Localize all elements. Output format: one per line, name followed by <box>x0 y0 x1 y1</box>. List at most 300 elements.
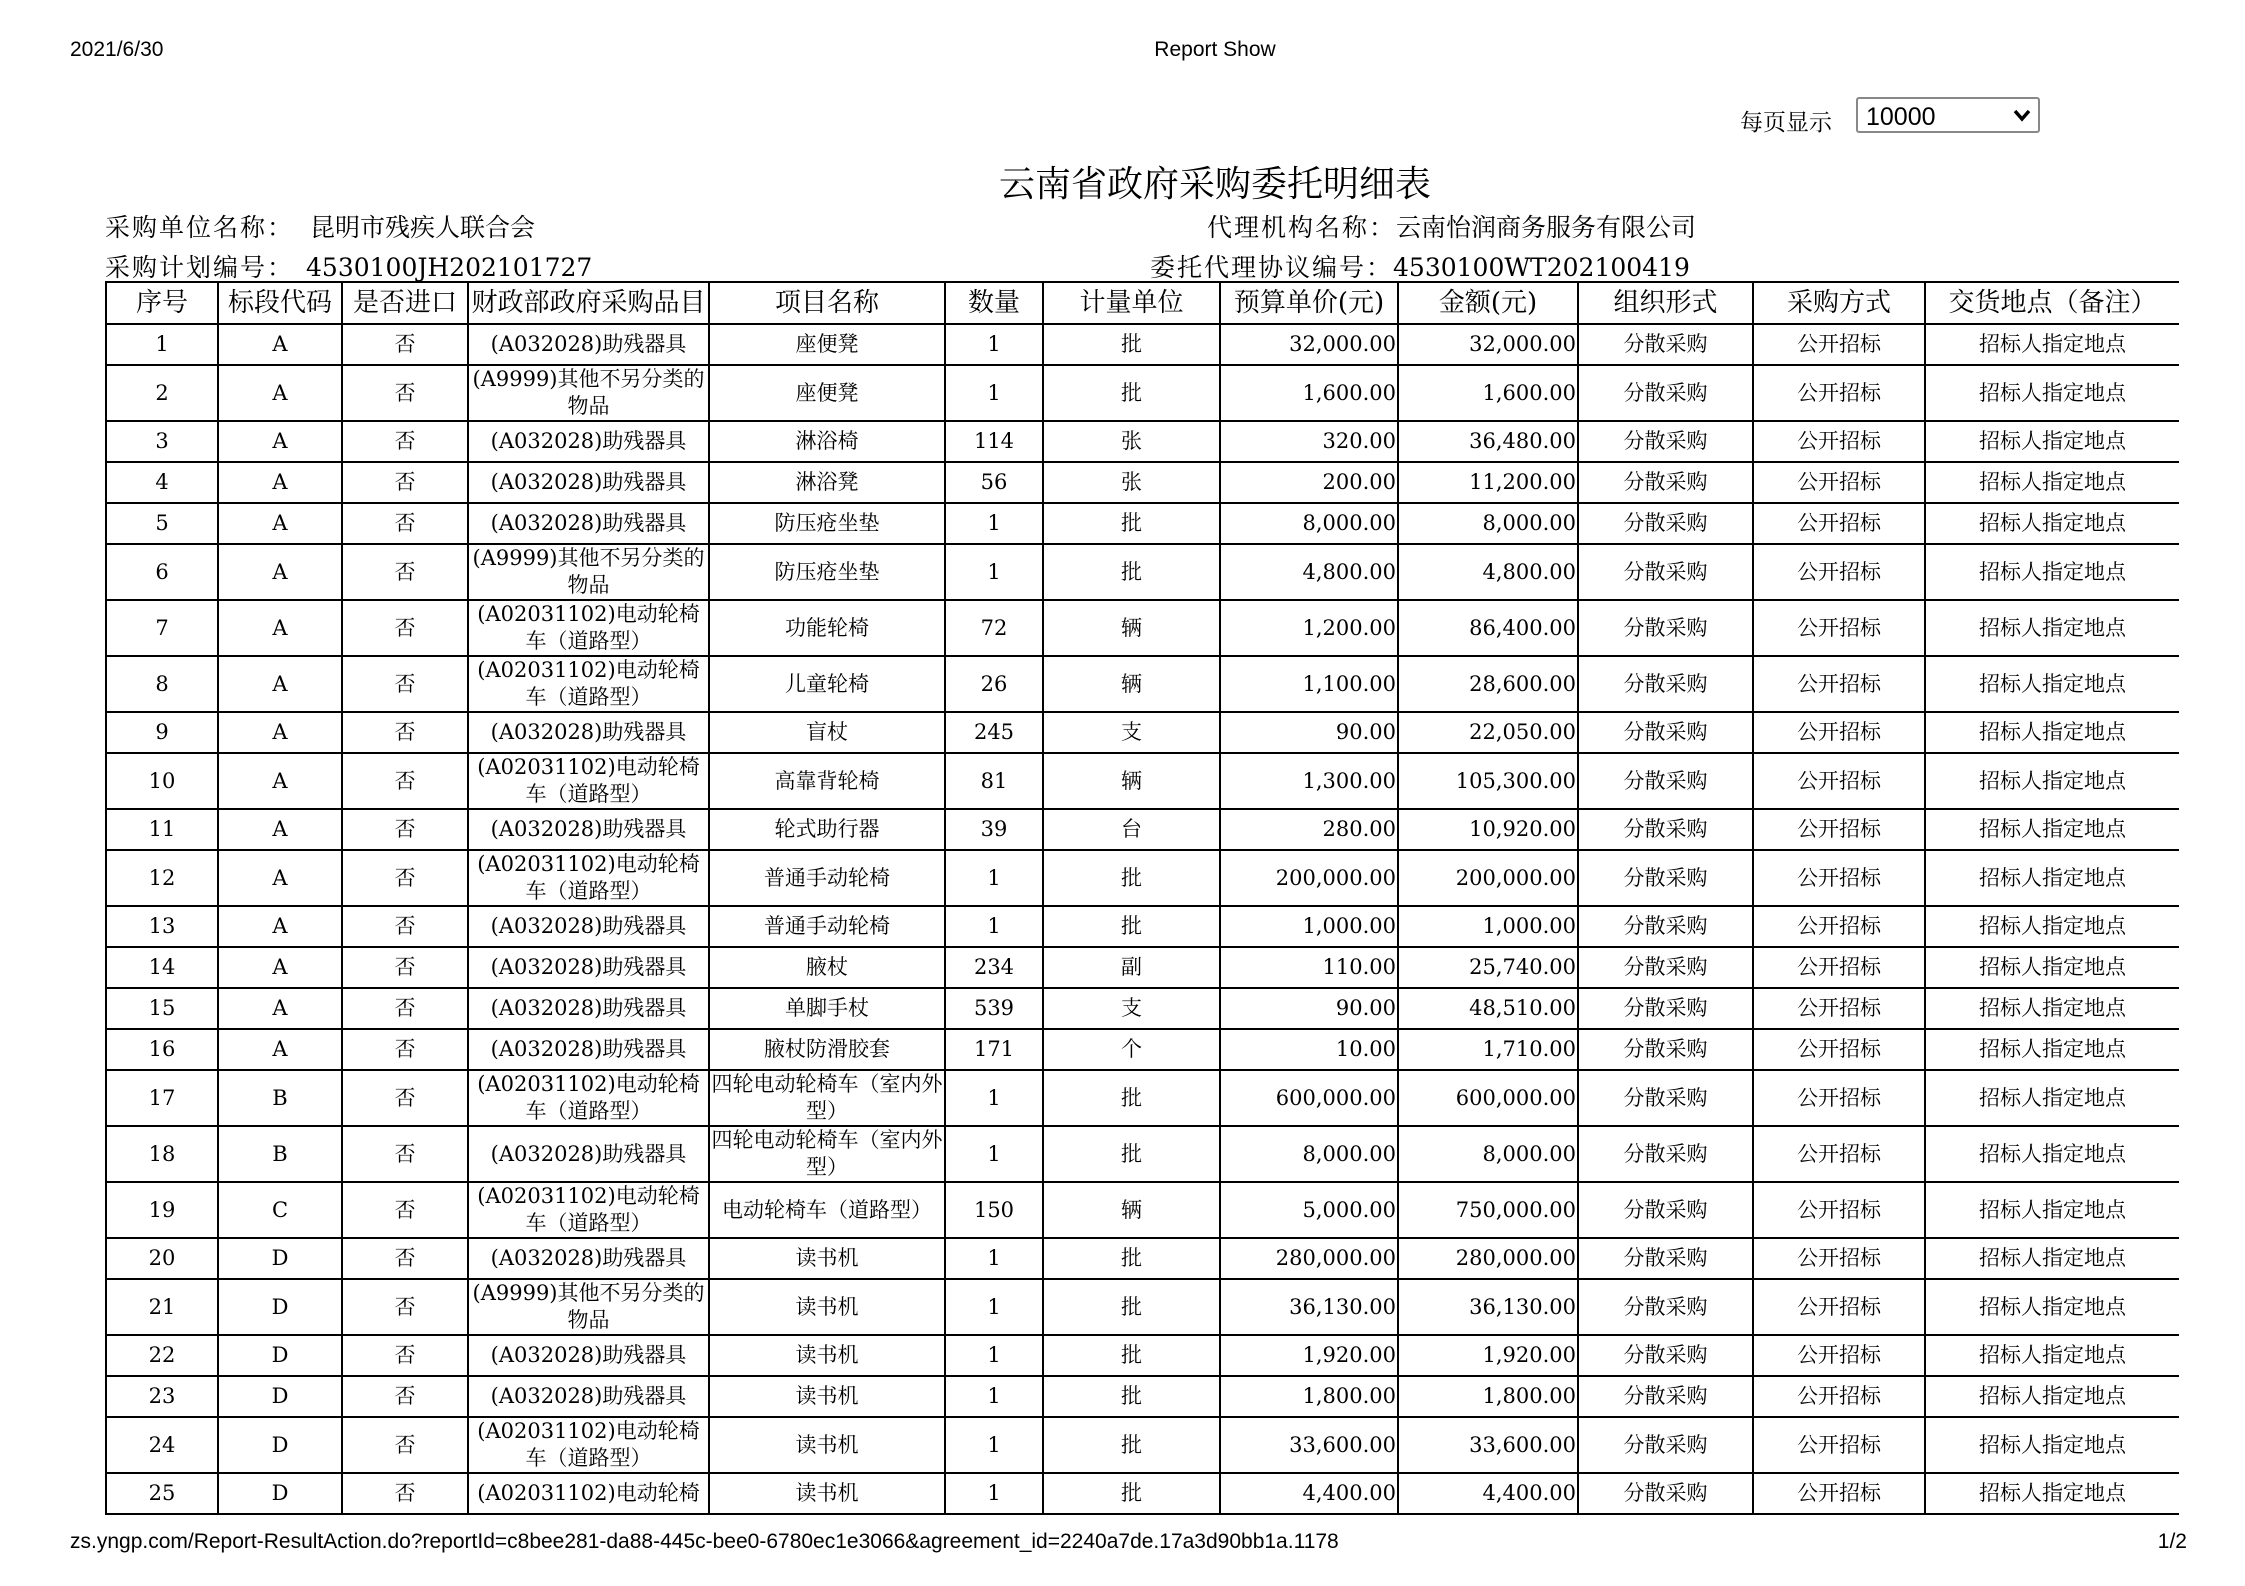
cell-unit-price: 110.00 <box>1220 947 1398 988</box>
cell-imported: 否 <box>342 1279 468 1335</box>
cell-method: 公开招标 <box>1753 656 1925 712</box>
cell-quantity: 245 <box>945 712 1043 753</box>
cell-imported: 否 <box>342 1335 468 1376</box>
cell-index: 6 <box>106 544 218 600</box>
buyer-info <box>105 208 535 244</box>
cell-index: 2 <box>106 365 218 421</box>
cell-delivery: 招标人指定地点 <box>1925 988 2179 1029</box>
cell-index: 21 <box>106 1279 218 1335</box>
agency-info <box>1207 208 1696 244</box>
cell-quantity: 1 <box>945 1335 1043 1376</box>
cell-quantity: 1 <box>945 1238 1043 1279</box>
cell-item-name: 盲杖 <box>709 712 945 753</box>
cell-amount: 1,710.00 <box>1398 1029 1578 1070</box>
cell-delivery: 招标人指定地点 <box>1925 503 2179 544</box>
cell-category: (A02031102)电动轮椅 <box>468 1473 709 1514</box>
cell-unit: 批 <box>1043 1376 1220 1417</box>
cell-org-form: 分散采购 <box>1578 544 1753 600</box>
cell-unit: 支 <box>1043 988 1220 1029</box>
cell-org-form: 分散采购 <box>1578 988 1753 1029</box>
cell-index: 25 <box>106 1473 218 1514</box>
cell-index: 7 <box>106 600 218 656</box>
cell-unit: 批 <box>1043 850 1220 906</box>
cell-unit-price: 36,130.00 <box>1220 1279 1398 1335</box>
cell-quantity: 1 <box>945 906 1043 947</box>
cell-quantity: 1 <box>945 365 1043 421</box>
cell-item-name: 电动轮椅车（道路型） <box>709 1182 945 1238</box>
cell-index: 9 <box>106 712 218 753</box>
cell-delivery: 招标人指定地点 <box>1925 544 2179 600</box>
cell-lot-code: A <box>218 324 342 365</box>
table-row <box>106 1070 2179 1126</box>
table-row <box>106 1279 2179 1335</box>
cell-unit-price: 1,600.00 <box>1220 365 1398 421</box>
cell-item-name: 座便凳 <box>709 365 945 421</box>
cell-method: 公开招标 <box>1753 503 1925 544</box>
cell-index: 24 <box>106 1417 218 1473</box>
cell-method: 公开招标 <box>1753 1279 1925 1335</box>
cell-imported: 否 <box>342 324 468 365</box>
cell-unit-price: 1,000.00 <box>1220 906 1398 947</box>
cell-index: 16 <box>106 1029 218 1070</box>
cell-item-name: 普通手动轮椅 <box>709 906 945 947</box>
chevron-down-icon[interactable] <box>2010 103 2034 127</box>
cell-method: 公开招标 <box>1753 1335 1925 1376</box>
cell-index: 11 <box>106 809 218 850</box>
page-size-select[interactable] <box>1856 97 2040 133</box>
col-header-index: 序号 <box>106 282 218 324</box>
cell-org-form: 分散采购 <box>1578 1376 1753 1417</box>
cell-unit: 批 <box>1043 906 1220 947</box>
cell-amount: 25,740.00 <box>1398 947 1578 988</box>
cell-lot-code: D <box>218 1417 342 1473</box>
table-row <box>106 503 2179 544</box>
cell-unit-price: 8,000.00 <box>1220 1126 1398 1182</box>
table-row <box>106 712 2179 753</box>
cell-lot-code: A <box>218 850 342 906</box>
agreement-value: 4530100WT202100419 <box>1393 253 1690 282</box>
cell-quantity: 56 <box>945 462 1043 503</box>
cell-delivery: 招标人指定地点 <box>1925 1126 2179 1182</box>
cell-amount: 33,600.00 <box>1398 1417 1578 1473</box>
cell-org-form: 分散采购 <box>1578 947 1753 988</box>
cell-amount: 600,000.00 <box>1398 1070 1578 1126</box>
cell-unit-price: 600,000.00 <box>1220 1070 1398 1126</box>
cell-imported: 否 <box>342 1070 468 1126</box>
cell-method: 公开招标 <box>1753 712 1925 753</box>
cell-unit-price: 200,000.00 <box>1220 850 1398 906</box>
cell-quantity: 1 <box>945 544 1043 600</box>
cell-amount: 1,000.00 <box>1398 906 1578 947</box>
agreement-info <box>1150 248 1690 284</box>
cell-category: (A02031102)电动轮椅车（道路型） <box>468 656 709 712</box>
table-row <box>106 544 2179 600</box>
cell-index: 22 <box>106 1335 218 1376</box>
cell-category: (A9999)其他不另分类的物品 <box>468 365 709 421</box>
cell-quantity: 39 <box>945 809 1043 850</box>
table-row <box>106 365 2179 421</box>
cell-amount: 105,300.00 <box>1398 753 1578 809</box>
cell-unit: 批 <box>1043 1473 1220 1514</box>
cell-quantity: 1 <box>945 324 1043 365</box>
cell-category: (A02031102)电动轮椅车（道路型） <box>468 1182 709 1238</box>
cell-amount: 1,920.00 <box>1398 1335 1578 1376</box>
cell-quantity: 1 <box>945 1070 1043 1126</box>
cell-index: 1 <box>106 324 218 365</box>
cell-unit: 张 <box>1043 462 1220 503</box>
cell-item-name: 读书机 <box>709 1335 945 1376</box>
cell-amount: 32,000.00 <box>1398 324 1578 365</box>
cell-category: (A032028)助残器具 <box>468 1126 709 1182</box>
cell-lot-code: A <box>218 712 342 753</box>
cell-index: 4 <box>106 462 218 503</box>
cell-delivery: 招标人指定地点 <box>1925 1417 2179 1473</box>
cell-unit: 批 <box>1043 365 1220 421</box>
cell-org-form: 分散采购 <box>1578 850 1753 906</box>
col-header-imported: 是否进口 <box>342 282 468 324</box>
cell-amount: 8,000.00 <box>1398 503 1578 544</box>
cell-imported: 否 <box>342 656 468 712</box>
cell-delivery: 招标人指定地点 <box>1925 600 2179 656</box>
cell-unit-price: 90.00 <box>1220 988 1398 1029</box>
cell-unit-price: 5,000.00 <box>1220 1182 1398 1238</box>
cell-item-name: 单脚手杖 <box>709 988 945 1029</box>
cell-method: 公开招标 <box>1753 421 1925 462</box>
cell-delivery: 招标人指定地点 <box>1925 712 2179 753</box>
cell-lot-code: A <box>218 503 342 544</box>
cell-item-name: 腋杖 <box>709 947 945 988</box>
cell-imported: 否 <box>342 947 468 988</box>
cell-category: (A032028)助残器具 <box>468 809 709 850</box>
cell-unit: 批 <box>1043 1238 1220 1279</box>
cell-imported: 否 <box>342 421 468 462</box>
cell-item-name: 座便凳 <box>709 324 945 365</box>
cell-imported: 否 <box>342 462 468 503</box>
cell-category: (A032028)助残器具 <box>468 324 709 365</box>
cell-amount: 8,000.00 <box>1398 1126 1578 1182</box>
cell-category: (A032028)助残器具 <box>468 947 709 988</box>
cell-delivery: 招标人指定地点 <box>1925 906 2179 947</box>
cell-unit-price: 10.00 <box>1220 1029 1398 1070</box>
cell-method: 公开招标 <box>1753 753 1925 809</box>
cell-imported: 否 <box>342 753 468 809</box>
cell-unit: 批 <box>1043 1126 1220 1182</box>
cell-index: 12 <box>106 850 218 906</box>
col-header-delivery: 交货地点（备注） <box>1925 282 2179 324</box>
cell-item-name: 防压疮坐垫 <box>709 503 945 544</box>
cell-category: (A032028)助残器具 <box>468 1376 709 1417</box>
cell-delivery: 招标人指定地点 <box>1925 462 2179 503</box>
cell-org-form: 分散采购 <box>1578 1029 1753 1070</box>
cell-quantity: 1 <box>945 1279 1043 1335</box>
cell-unit-price: 1,200.00 <box>1220 600 1398 656</box>
cell-imported: 否 <box>342 988 468 1029</box>
cell-delivery: 招标人指定地点 <box>1925 1238 2179 1279</box>
table-body <box>106 324 2179 1514</box>
cell-quantity: 26 <box>945 656 1043 712</box>
print-url: zs.yngp.com/Report-ResultAction.do?reportId=c8bee281-da88-445c-bee0-6780ec1e3066&agreement_id=2240a7de.17a3d90bb1a.1178 <box>70 1530 1339 1553</box>
cell-category: (A032028)助残器具 <box>468 712 709 753</box>
col-header-unit: 计量单位 <box>1043 282 1220 324</box>
cell-lot-code: A <box>218 462 342 503</box>
cell-lot-code: A <box>218 1029 342 1070</box>
cell-unit: 支 <box>1043 712 1220 753</box>
cell-imported: 否 <box>342 850 468 906</box>
cell-unit: 个 <box>1043 1029 1220 1070</box>
table-row <box>106 1473 2179 1514</box>
cell-lot-code: D <box>218 1335 342 1376</box>
col-header-method: 采购方式 <box>1753 282 1925 324</box>
cell-item-name: 四轮电动轮椅车（室内外型） <box>709 1070 945 1126</box>
cell-lot-code: A <box>218 988 342 1029</box>
cell-method: 公开招标 <box>1753 1029 1925 1070</box>
cell-quantity: 1 <box>945 1417 1043 1473</box>
cell-quantity: 539 <box>945 988 1043 1029</box>
table-row <box>106 600 2179 656</box>
cell-amount: 36,130.00 <box>1398 1279 1578 1335</box>
cell-org-form: 分散采购 <box>1578 712 1753 753</box>
col-header-quantity: 数量 <box>945 282 1043 324</box>
cell-lot-code: D <box>218 1279 342 1335</box>
cell-method: 公开招标 <box>1753 850 1925 906</box>
page-size-label: 每页显示 <box>1740 110 1832 136</box>
cell-quantity: 1 <box>945 1376 1043 1417</box>
cell-quantity: 114 <box>945 421 1043 462</box>
cell-amount: 48,510.00 <box>1398 988 1578 1029</box>
cell-delivery: 招标人指定地点 <box>1925 324 2179 365</box>
cell-org-form: 分散采购 <box>1578 809 1753 850</box>
cell-imported: 否 <box>342 544 468 600</box>
cell-unit-price: 32,000.00 <box>1220 324 1398 365</box>
cell-delivery: 招标人指定地点 <box>1925 421 2179 462</box>
cell-quantity: 1 <box>945 850 1043 906</box>
cell-method: 公开招标 <box>1753 1376 1925 1417</box>
cell-category: (A02031102)电动轮椅车（道路型） <box>468 1417 709 1473</box>
cell-org-form: 分散采购 <box>1578 600 1753 656</box>
col-header-item-name: 项目名称 <box>709 282 945 324</box>
cell-unit-price: 4,800.00 <box>1220 544 1398 600</box>
cell-unit: 张 <box>1043 421 1220 462</box>
col-header-amount: 金额(元) <box>1398 282 1578 324</box>
cell-org-form: 分散采购 <box>1578 656 1753 712</box>
cell-index: 5 <box>106 503 218 544</box>
table-row <box>106 462 2179 503</box>
cell-unit: 批 <box>1043 324 1220 365</box>
cell-lot-code: D <box>218 1376 342 1417</box>
cell-imported: 否 <box>342 1417 468 1473</box>
cell-imported: 否 <box>342 906 468 947</box>
cell-method: 公开招标 <box>1753 544 1925 600</box>
cell-item-name: 普通手动轮椅 <box>709 850 945 906</box>
cell-unit-price: 4,400.00 <box>1220 1473 1398 1514</box>
cell-unit-price: 280,000.00 <box>1220 1238 1398 1279</box>
cell-imported: 否 <box>342 503 468 544</box>
cell-item-name: 轮式助行器 <box>709 809 945 850</box>
cell-lot-code: A <box>218 753 342 809</box>
plan-info <box>105 248 592 284</box>
cell-imported: 否 <box>342 365 468 421</box>
table-row <box>106 850 2179 906</box>
cell-unit-price: 1,920.00 <box>1220 1335 1398 1376</box>
cell-unit-price: 1,100.00 <box>1220 656 1398 712</box>
cell-method: 公开招标 <box>1753 1417 1925 1473</box>
cell-org-form: 分散采购 <box>1578 503 1753 544</box>
cell-category: (A02031102)电动轮椅车（道路型） <box>468 600 709 656</box>
cell-amount: 200,000.00 <box>1398 850 1578 906</box>
cell-unit-price: 280.00 <box>1220 809 1398 850</box>
cell-org-form: 分散采购 <box>1578 1238 1753 1279</box>
table-row <box>106 1126 2179 1182</box>
cell-item-name: 淋浴椅 <box>709 421 945 462</box>
cell-delivery: 招标人指定地点 <box>1925 1335 2179 1376</box>
cell-quantity: 234 <box>945 947 1043 988</box>
cell-index: 3 <box>106 421 218 462</box>
plan-label: 采购计划编号： <box>105 253 295 282</box>
cell-quantity: 171 <box>945 1029 1043 1070</box>
cell-category: (A032028)助残器具 <box>468 1029 709 1070</box>
cell-amount: 86,400.00 <box>1398 600 1578 656</box>
cell-org-form: 分散采购 <box>1578 1126 1753 1182</box>
cell-item-name: 高靠背轮椅 <box>709 753 945 809</box>
cell-delivery: 招标人指定地点 <box>1925 1376 2179 1417</box>
cell-method: 公开招标 <box>1753 600 1925 656</box>
agency-label: 代理机构名称： <box>1207 213 1397 242</box>
table-row <box>106 947 2179 988</box>
cell-lot-code: C <box>218 1182 342 1238</box>
cell-imported: 否 <box>342 1182 468 1238</box>
cell-amount: 36,480.00 <box>1398 421 1578 462</box>
cell-method: 公开招标 <box>1753 324 1925 365</box>
cell-delivery: 招标人指定地点 <box>1925 850 2179 906</box>
cell-method: 公开招标 <box>1753 1473 1925 1514</box>
cell-quantity: 1 <box>945 1473 1043 1514</box>
table-row <box>106 809 2179 850</box>
cell-lot-code: B <box>218 1070 342 1126</box>
cell-category: (A032028)助残器具 <box>468 421 709 462</box>
cell-category: (A032028)助残器具 <box>468 906 709 947</box>
cell-item-name: 读书机 <box>709 1473 945 1514</box>
cell-org-form: 分散采购 <box>1578 1335 1753 1376</box>
cell-unit-price: 320.00 <box>1220 421 1398 462</box>
buyer-label: 采购单位名称： <box>105 213 295 242</box>
table-row <box>106 1417 2179 1473</box>
cell-org-form: 分散采购 <box>1578 1473 1753 1514</box>
plan-value: 4530100JH202101727 <box>306 253 593 282</box>
cell-index: 14 <box>106 947 218 988</box>
cell-amount: 280,000.00 <box>1398 1238 1578 1279</box>
page-size-value: 10000 <box>1866 103 1936 131</box>
cell-imported: 否 <box>342 1029 468 1070</box>
cell-lot-code: B <box>218 1126 342 1182</box>
table-row <box>106 906 2179 947</box>
cell-org-form: 分散采购 <box>1578 421 1753 462</box>
cell-unit: 批 <box>1043 1417 1220 1473</box>
cell-delivery: 招标人指定地点 <box>1925 1473 2179 1514</box>
cell-amount: 22,050.00 <box>1398 712 1578 753</box>
cell-delivery: 招标人指定地点 <box>1925 656 2179 712</box>
cell-method: 公开招标 <box>1753 365 1925 421</box>
cell-amount: 4,400.00 <box>1398 1473 1578 1514</box>
cell-imported: 否 <box>342 809 468 850</box>
cell-imported: 否 <box>342 712 468 753</box>
cell-lot-code: A <box>218 600 342 656</box>
cell-unit-price: 90.00 <box>1220 712 1398 753</box>
report-title: 云南省政府采购委托明细表 <box>998 164 1431 205</box>
cell-item-name: 读书机 <box>709 1417 945 1473</box>
agency-value: 云南怡润商务服务有限公司 <box>1396 213 1697 242</box>
cell-method: 公开招标 <box>1753 809 1925 850</box>
buyer-value: 昆明市残疾人联合会 <box>310 213 536 242</box>
cell-delivery: 招标人指定地点 <box>1925 1182 2179 1238</box>
cell-index: 17 <box>106 1070 218 1126</box>
cell-item-name: 四轮电动轮椅车（室内外型） <box>709 1126 945 1182</box>
cell-imported: 否 <box>342 600 468 656</box>
cell-lot-code: A <box>218 365 342 421</box>
cell-quantity: 1 <box>945 503 1043 544</box>
cell-lot-code: D <box>218 1238 342 1279</box>
cell-method: 公开招标 <box>1753 906 1925 947</box>
col-header-category: 财政部政府采购品目 <box>468 282 709 324</box>
cell-item-name: 读书机 <box>709 1279 945 1335</box>
cell-unit-price: 8,000.00 <box>1220 503 1398 544</box>
cell-org-form: 分散采购 <box>1578 1070 1753 1126</box>
print-page-number: 1/2 <box>2157 1530 2187 1553</box>
cell-quantity: 81 <box>945 753 1043 809</box>
cell-quantity: 1 <box>945 1126 1043 1182</box>
cell-delivery: 招标人指定地点 <box>1925 1279 2179 1335</box>
cell-imported: 否 <box>342 1238 468 1279</box>
cell-category: (A032028)助残器具 <box>468 503 709 544</box>
cell-index: 8 <box>106 656 218 712</box>
table-header-row <box>106 282 2179 324</box>
cell-unit: 辆 <box>1043 753 1220 809</box>
cell-unit: 辆 <box>1043 656 1220 712</box>
cell-org-form: 分散采购 <box>1578 753 1753 809</box>
cell-amount: 11,200.00 <box>1398 462 1578 503</box>
cell-unit: 副 <box>1043 947 1220 988</box>
cell-unit: 批 <box>1043 503 1220 544</box>
cell-item-name: 淋浴凳 <box>709 462 945 503</box>
cell-unit: 批 <box>1043 544 1220 600</box>
table-row <box>106 1335 2179 1376</box>
col-header-lot-code: 标段代码 <box>218 282 342 324</box>
cell-item-name: 防压疮坐垫 <box>709 544 945 600</box>
cell-lot-code: D <box>218 1473 342 1514</box>
cell-method: 公开招标 <box>1753 947 1925 988</box>
cell-unit-price: 1,800.00 <box>1220 1376 1398 1417</box>
table-row <box>106 753 2179 809</box>
cell-item-name: 儿童轮椅 <box>709 656 945 712</box>
cell-unit: 批 <box>1043 1070 1220 1126</box>
cell-imported: 否 <box>342 1126 468 1182</box>
cell-index: 23 <box>106 1376 218 1417</box>
cell-lot-code: A <box>218 544 342 600</box>
cell-method: 公开招标 <box>1753 1182 1925 1238</box>
cell-amount: 10,920.00 <box>1398 809 1578 850</box>
cell-category: (A02031102)电动轮椅车（道路型） <box>468 1070 709 1126</box>
table-row <box>106 988 2179 1029</box>
print-page-title: Report Show <box>1154 38 1276 61</box>
cell-lot-code: A <box>218 421 342 462</box>
cell-category: (A032028)助残器具 <box>468 462 709 503</box>
cell-org-form: 分散采购 <box>1578 462 1753 503</box>
cell-index: 18 <box>106 1126 218 1182</box>
cell-unit-price: 200.00 <box>1220 462 1398 503</box>
cell-index: 15 <box>106 988 218 1029</box>
cell-unit: 批 <box>1043 1279 1220 1335</box>
cell-org-form: 分散采购 <box>1578 906 1753 947</box>
cell-amount: 1,600.00 <box>1398 365 1578 421</box>
